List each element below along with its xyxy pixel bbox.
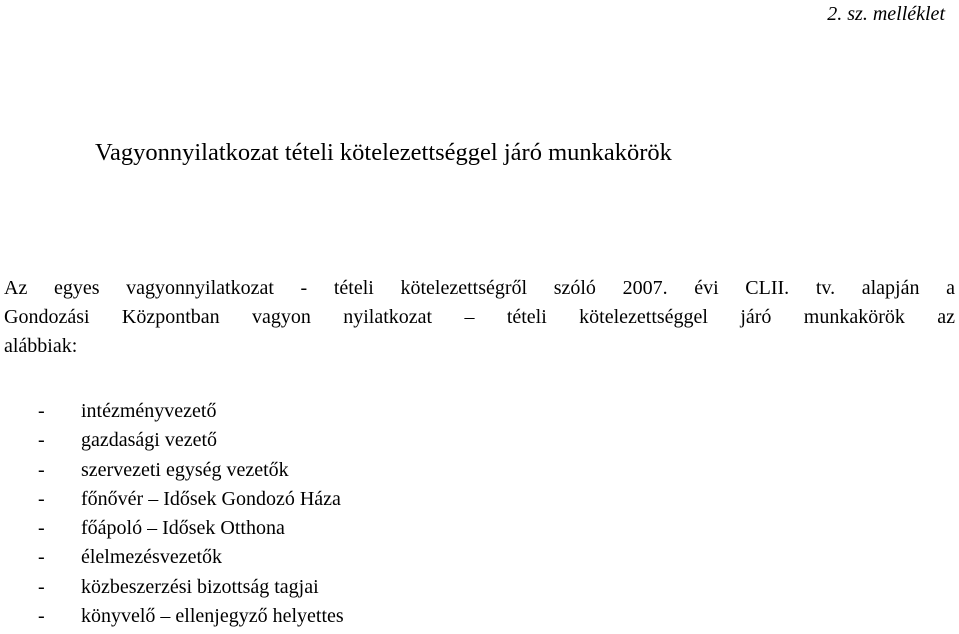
list-dash: - [38,546,45,569]
paragraph-line: alábbiak: [4,335,78,357]
document-title: Vagyonnyilatkozat tételi kötelezettséggel járó munkakörök [95,139,672,166]
list-item-text: könyvelő – ellenjegyző helyettes [81,605,344,628]
list-dash: - [38,400,45,422]
list-item-text: főápoló – Idősek Otthona [81,517,285,540]
list-item [4,397,344,426]
list-item-text: gazdasági vezető [81,429,218,452]
list-dash: - [38,517,45,540]
list-dash: - [38,575,45,598]
list-item-text: főnővér – Idősek Gondozó Háza [81,487,341,510]
paragraph-line: Az egyes vagyonnyilatkozat - tételi kötelezettségről szóló 2007. évi CLII. tv. alapján a [4,277,955,299]
paragraph-line: Gondozási Központban vagyon nyilatkozat – tételi kötelezettséggel járó munkakörök az [4,306,955,328]
list-item [4,426,344,455]
list-item [4,456,344,485]
list-dash: - [38,605,45,628]
position-list [4,397,344,631]
list-dash: - [38,458,45,481]
list-dash: - [38,429,45,452]
list-item-text: közbeszerzési bizottság tagjai [81,575,319,598]
list-item [4,514,344,543]
list-item-text: intézményvezető [81,400,217,422]
annex-label: 2. sz. melléklet [827,3,945,25]
list-item-text: élelmezésvezetők [81,546,223,569]
list-item-text: szervezeti egység vezetők [81,458,289,481]
list-dash: - [38,487,45,510]
intro-paragraph [4,274,955,361]
list-item [4,602,344,631]
list-item [4,573,344,602]
list-item [4,485,344,514]
list-item [4,543,344,572]
